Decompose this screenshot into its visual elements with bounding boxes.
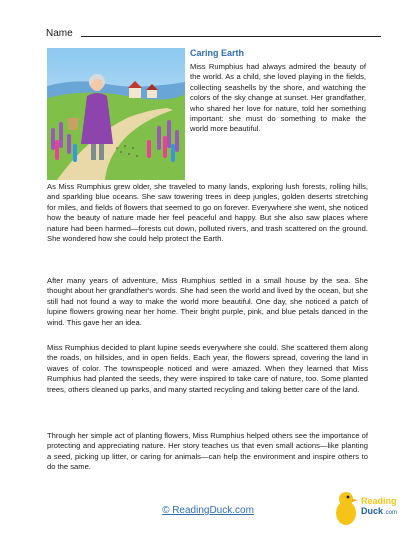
name-line[interactable] — [81, 27, 381, 37]
story-paragraph-1: Miss Rumphius had always admired the beauty of the world. As a child, she loved playing in the fields, collecting seashells by the shore, and watching the colors of the sky change at sunset. Her grandfather, who shared her love for nature, told her something important: she must do something to make the world more beautiful. — [190, 62, 366, 134]
logo-text-reading: Reading — [361, 496, 397, 506]
reading-duck-logo — [334, 481, 404, 531]
story-illustration — [47, 48, 185, 180]
story-paragraph-5: Through her simple act of planting flowers, Miss Rumphius helped others see the importance of protecting and appreciating nature. Her story teaches us that even small actions—like planting a seed, picking up litter, or caring for animals—can help the environment and inspire others to do the same. — [47, 431, 368, 472]
story-paragraph-3: After many years of adventure, Miss Rumphius settled in a small house by the sea. She thought about her grandfather's words. She had seen the world and lived by the ocean, but she still had not found a way to make the world more beautiful. One day, she noticed a patch of lupine flowers growing near her home. Their bright purple, pink, and blue petals danced in the wind. This gave her an idea. — [47, 276, 368, 327]
story-paragraph-4: Miss Rumphius decided to plant lupine seeds everywhere she could. She scattered them along the roads, on hillsides, and in open fields. Each year, the flowers spread, covering the land in waves of color. The townspeople noticed and were amazed. When they learned that Miss Rumphius had planted the seeds, they were inspired to take care of nature, too. Some planted trees, others cleaned up parks, and many started recycling and taking better care of the land. — [47, 343, 368, 394]
name-label: Name — [46, 28, 73, 39]
copyright-link[interactable]: © ReadingDuck.com — [162, 505, 254, 516]
logo-text-duck: Duck — [361, 506, 384, 516]
name-field — [46, 27, 381, 39]
story-title: Caring Earth — [190, 48, 245, 58]
logo-text-com: .com — [384, 510, 398, 516]
story-paragraph-2: As Miss Rumphius grew older, she traveled to many lands, exploring lush forests, rolling hills, and sparkling blue oceans. She saw towering trees in deep jungles, golden deserts stretching for miles, and fields of flowers that seemed to go on forever. Everywhere she went, she noticed how the beauty of nature made her feel peaceful and happy. But she also saw places where nature had been harmed—forests cut down, polluted rivers, and trash scattered on the ground. She wondered how she could help protect the Earth. — [47, 182, 368, 244]
